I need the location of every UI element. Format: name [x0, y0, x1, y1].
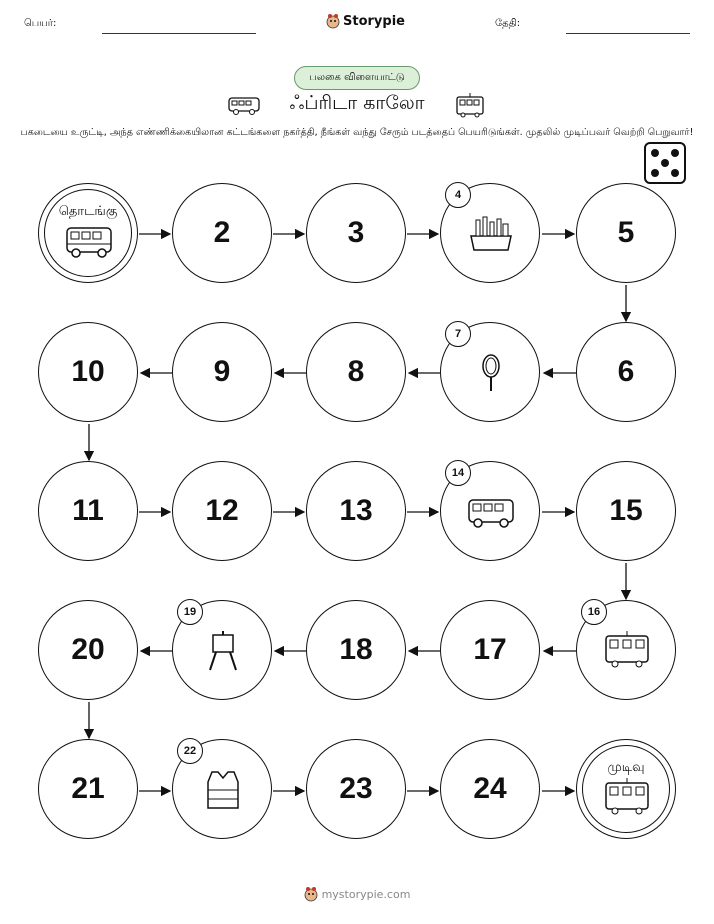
name-label: பெயர்: [24, 18, 57, 29]
space-number: 15 [609, 494, 643, 527]
board-space[interactable] [440, 739, 540, 839]
brand-name: Storypie [343, 13, 405, 29]
board-space[interactable] [576, 461, 676, 561]
picture-space[interactable] [440, 461, 540, 561]
board-space[interactable] [306, 600, 406, 700]
finish-label: முடிவு [607, 760, 645, 775]
board-space[interactable] [38, 600, 138, 700]
space-number: 8 [347, 355, 365, 388]
storypie-mascot-icon [304, 886, 318, 902]
board-space[interactable] [440, 600, 540, 700]
instructions: பகடையை உருட்டி, அந்த எண்ணிக்கையிலான கட்டங்களை நகர்த்தி, நீங்கள் வந்து சேரும் படத்தைப் பெயரிடுங்கள். முதலில் முடிப்பவர் வெற்றி பெறுவார்! [20, 127, 694, 138]
picture-space[interactable] [576, 600, 676, 700]
picture-space[interactable] [172, 739, 272, 839]
bus-icon [466, 492, 516, 532]
board-space[interactable] [38, 322, 138, 422]
picture-space[interactable] [440, 322, 540, 422]
space-number: 13 [339, 494, 373, 527]
start-label: தொடங்கு [58, 204, 118, 219]
space-number: 19 [177, 599, 203, 625]
footer [0, 886, 714, 902]
space-number: 22 [177, 738, 203, 764]
space-number: 16 [581, 599, 607, 625]
tram-icon [602, 778, 652, 818]
space-number: 11 [72, 494, 104, 527]
page-title: ஃப்ரிடா காலோ [289, 92, 425, 114]
space-number: 20 [71, 633, 105, 666]
board-space[interactable] [306, 461, 406, 561]
board-space[interactable] [576, 322, 676, 422]
space-number: 17 [473, 633, 507, 666]
space-number: 6 [617, 355, 635, 388]
space-number: 7 [445, 321, 471, 347]
space-number: 5 [617, 216, 635, 249]
date-label: தேதி: [495, 18, 521, 29]
space-number: 23 [339, 772, 373, 805]
hand-mirror-icon [466, 353, 516, 393]
board-space[interactable] [576, 183, 676, 283]
space-number: 2 [213, 216, 231, 249]
footer-url[interactable]: mystorypie.com [321, 887, 411, 901]
bus-icon [64, 222, 114, 262]
board-space[interactable] [306, 739, 406, 839]
space-number: 12 [205, 494, 239, 527]
board-space[interactable] [172, 322, 272, 422]
board-space[interactable] [172, 183, 272, 283]
space-number: 4 [445, 182, 471, 208]
picture-space[interactable] [172, 600, 272, 700]
space-number: 18 [339, 633, 373, 666]
board-space[interactable] [38, 739, 138, 839]
space-number: 21 [71, 772, 105, 805]
board-space[interactable] [38, 461, 138, 561]
space-number: 14 [445, 460, 471, 486]
picture-space[interactable] [440, 183, 540, 283]
start-space[interactable] [38, 183, 138, 283]
easel-icon [198, 631, 248, 671]
board-space[interactable] [306, 183, 406, 283]
space-number: 10 [71, 355, 105, 388]
space-number: 3 [347, 216, 365, 249]
board-space[interactable] [172, 461, 272, 561]
space-number: 24 [473, 772, 507, 805]
board-space[interactable] [306, 322, 406, 422]
finish-space[interactable] [576, 739, 676, 839]
vest-icon [198, 770, 248, 810]
space-number: 9 [213, 355, 231, 388]
paint-box-icon [466, 214, 516, 254]
tram-icon [602, 631, 652, 671]
activity-badge: பலகை விளையாட்டு [294, 66, 420, 90]
